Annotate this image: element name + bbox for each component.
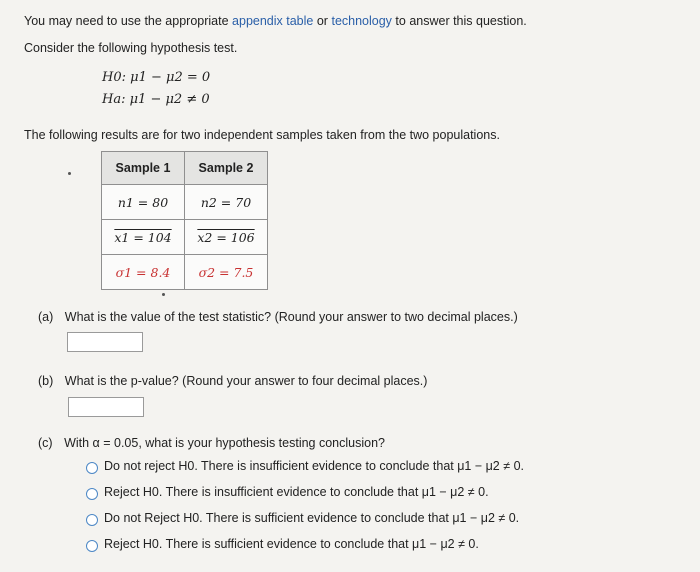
question-b-text: What is the p-value? (Round your answer to four decimal places.) [64, 374, 428, 388]
intro-line [24, 14, 527, 28]
intro-text-end: to answer this question. [395, 14, 527, 28]
sigma1-cell: σ1 = 8.4 [102, 255, 185, 290]
stray-dot [68, 172, 71, 175]
null-hypothesis: H0: μ1 − μ2 = 0 [102, 70, 211, 85]
appendix-table-link[interactable]: appendix table [232, 14, 314, 28]
table-row-mean [102, 220, 268, 255]
question-a-label: (a) [38, 310, 54, 324]
option-1-radio[interactable] [86, 462, 98, 474]
technology-link[interactable]: technology [331, 14, 392, 28]
intro-text-start: You may need to use the appropriate [24, 14, 229, 28]
x2-cell [185, 220, 268, 255]
consider-text: Consider the following hypothesis test. [24, 41, 238, 55]
sample-2-header: Sample 2 [185, 152, 268, 185]
question-c-label: (c) [38, 436, 53, 450]
question-b [38, 374, 427, 388]
option-4-text[interactable]: Reject H0. There is sufficient evidence to conclude that μ1 − μ2 ≠ 0. [104, 537, 479, 551]
question-c-text: With α = 0.05, what is your hypothesis testing conclusion? [64, 436, 385, 450]
question-c [38, 436, 385, 450]
test-statistic-input[interactable] [67, 332, 143, 352]
sigma2-cell: σ2 = 7.5 [185, 255, 268, 290]
table-row-sigma [102, 255, 268, 290]
p-value-input[interactable] [68, 397, 144, 417]
option-2-radio[interactable] [86, 488, 98, 500]
stray-dot-2 [162, 293, 165, 296]
x1-value: x1 = 104 [114, 229, 172, 245]
x2-value: x2 = 106 [197, 229, 255, 245]
intro-text-or: or [316, 14, 328, 28]
question-a-text: What is the value of the test statistic? (Round your answer to two decimal places.) [64, 310, 518, 324]
option-3-text[interactable]: Do not Reject H0. There is sufficient evidence to conclude that μ1 − μ2 ≠ 0. [104, 511, 520, 525]
n2-cell: n2 = 70 [185, 185, 268, 220]
table-header-row [102, 152, 268, 185]
n1-cell: n1 = 80 [102, 185, 185, 220]
question-a [38, 310, 518, 324]
samples-table [101, 151, 268, 290]
option-3-radio[interactable] [86, 514, 98, 526]
question-b-label: (b) [38, 374, 54, 388]
option-1-text[interactable]: Do not reject H0. There is insufficient evidence to conclude that μ1 − μ2 ≠ 0. [104, 459, 524, 473]
x1-cell [102, 220, 185, 255]
option-2-text[interactable]: Reject H0. There is insufficient evidence to conclude that μ1 − μ2 ≠ 0. [104, 485, 489, 499]
option-4-radio[interactable] [86, 540, 98, 552]
results-text: The following results are for two independent samples taken from the two populations. [24, 128, 500, 142]
sample-1-header: Sample 1 [102, 152, 185, 185]
alternative-hypothesis: Ha: μ1 − μ2 ≠ 0 [102, 92, 210, 107]
table-row-n [102, 185, 268, 220]
